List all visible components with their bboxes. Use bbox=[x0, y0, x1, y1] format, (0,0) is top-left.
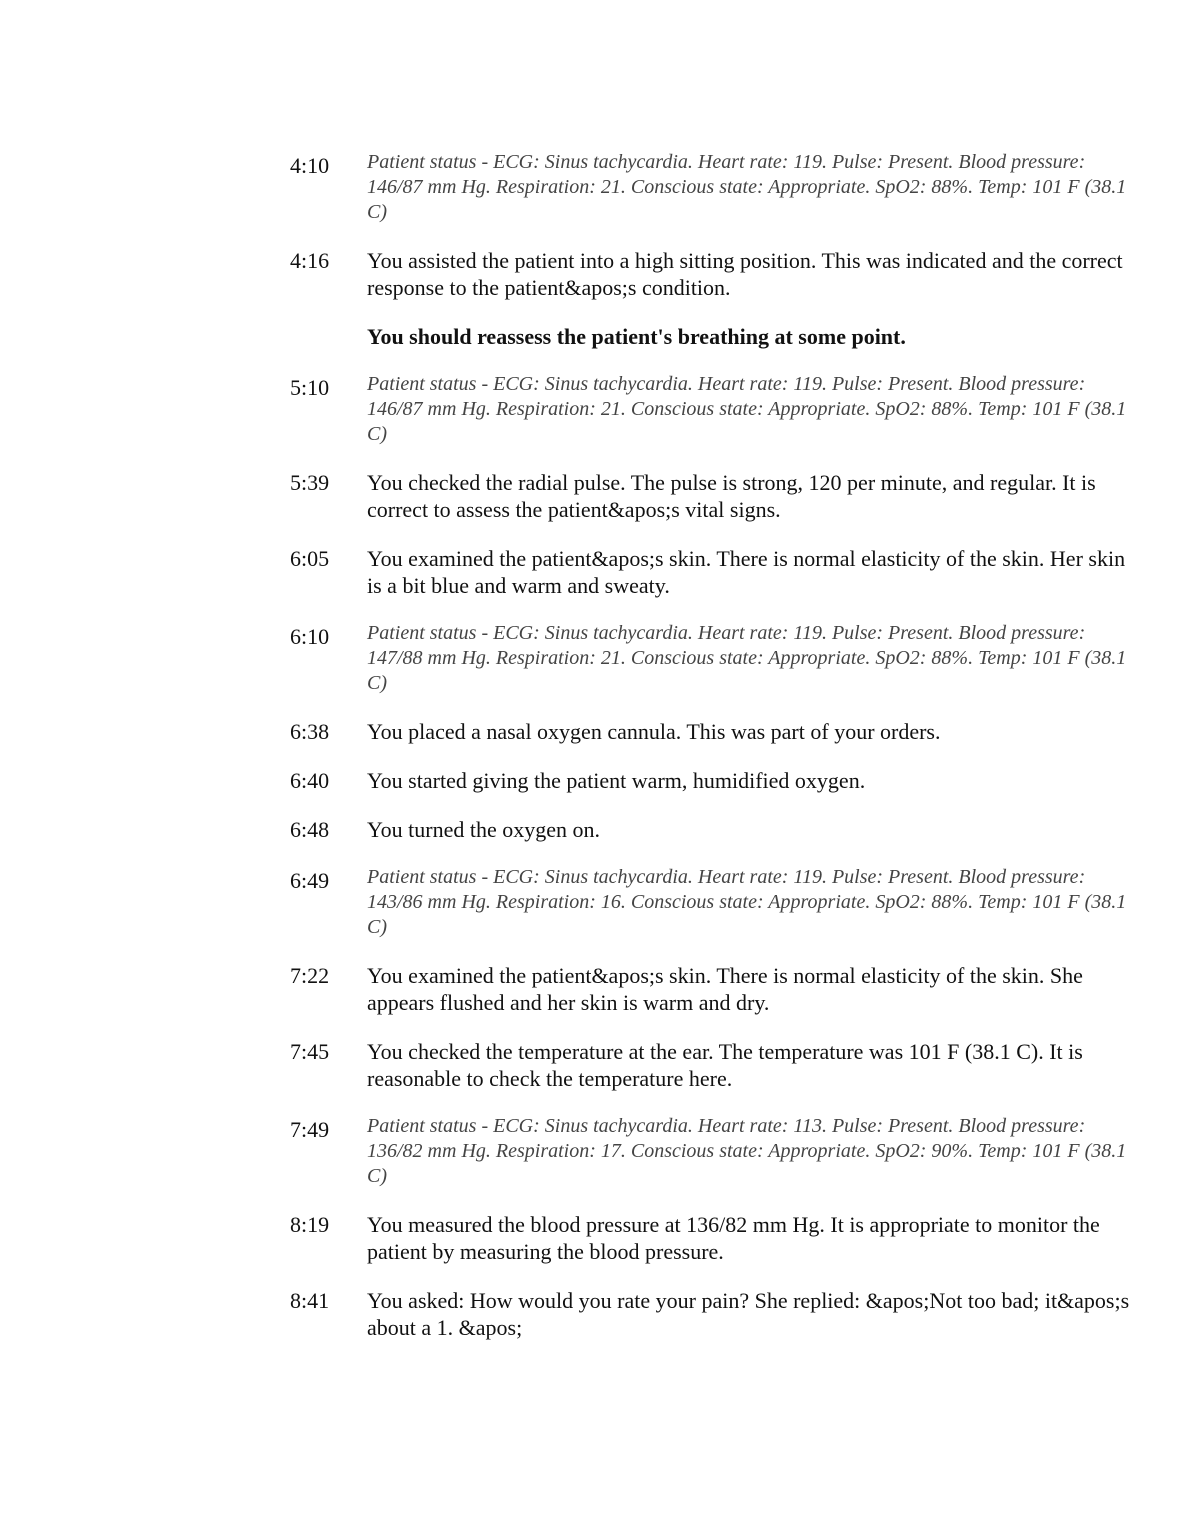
log-entry bbox=[290, 962, 1140, 1016]
entry-text: Patient status - ECG: Sinus tachycardia. Heart rate: 119. Pulse: Present. Blood pressure: 146/87 mm Hg. Respiration: 21. Conscious state: Appropriate. SpO2: 88%. Temp: 101 F (38.1 C) bbox=[367, 151, 1127, 223]
entry-text: You examined the patient&apos;s skin. There is normal elasticity of the skin. She appears flushed and her skin is warm and dry. bbox=[367, 963, 1083, 1015]
timestamp: 6:48 bbox=[290, 817, 330, 842]
log-entry-status bbox=[290, 865, 1140, 940]
entry-text: You checked the radial pulse. The pulse is strong, 120 per minute, and regular. It is correct to assess the patient&apos;s vital signs. bbox=[367, 470, 1096, 522]
entry-text: You started giving the patient warm, humidified oxygen. bbox=[367, 768, 866, 793]
timestamp: 7:45 bbox=[290, 1039, 330, 1064]
log-entry-status bbox=[290, 150, 1140, 225]
timestamp: 6:38 bbox=[290, 719, 330, 744]
event-log bbox=[290, 150, 1140, 1363]
log-entry bbox=[290, 1211, 1140, 1265]
log-entry-status bbox=[290, 621, 1140, 696]
log-entry bbox=[290, 1038, 1140, 1092]
timestamp: 4:16 bbox=[290, 248, 330, 273]
timestamp: 8:19 bbox=[290, 1212, 330, 1237]
timestamp: 7:22 bbox=[290, 963, 330, 988]
entry-text: You placed a nasal oxygen cannula. This was part of your orders. bbox=[367, 719, 941, 744]
entry-text: You checked the temperature at the ear. The temperature was 101 F (38.1 C). It is reasonable to check the temperature here. bbox=[367, 1039, 1083, 1091]
log-entry-note bbox=[290, 323, 1140, 350]
timestamp: 4:10 bbox=[290, 153, 330, 178]
timestamp: 6:10 bbox=[290, 624, 330, 649]
entry-text: You measured the blood pressure at 136/82 mm Hg. It is appropriate to monitor the patient by measuring the blood pressure. bbox=[367, 1212, 1100, 1264]
log-entry bbox=[290, 545, 1140, 599]
log-entry bbox=[290, 816, 1140, 843]
entry-text: Patient status - ECG: Sinus tachycardia. Heart rate: 113. Pulse: Present. Blood pressure: 136/82 mm Hg. Respiration: 17. Conscious state: Appropriate. SpO2: 90%. Temp: 101 F (38.1 C) bbox=[367, 1115, 1127, 1187]
log-entry bbox=[290, 718, 1140, 745]
timestamp: 7:49 bbox=[290, 1117, 330, 1142]
entry-text: You turned the oxygen on. bbox=[367, 817, 601, 842]
log-entry-status bbox=[290, 1114, 1140, 1189]
timestamp: 8:41 bbox=[290, 1288, 330, 1313]
log-entry-status bbox=[290, 372, 1140, 447]
entry-text: Patient status - ECG: Sinus tachycardia. Heart rate: 119. Pulse: Present. Blood pressure: 146/87 mm Hg. Respiration: 21. Conscious state: Appropriate. SpO2: 88%. Temp: 101 F (38.1 C) bbox=[367, 373, 1127, 445]
log-entry bbox=[290, 247, 1140, 301]
timestamp: 5:10 bbox=[290, 375, 330, 400]
entry-text: You asked: How would you rate your pain? She replied: &apos;Not too bad; it&apos;s about a 1. &apos; bbox=[367, 1288, 1130, 1340]
entry-text: You assisted the patient into a high sitting position. This was indicated and the correct response to the patient&apos;s condition. bbox=[367, 248, 1123, 300]
timestamp: 6:49 bbox=[290, 868, 330, 893]
entry-text: You examined the patient&apos;s skin. There is normal elasticity of the skin. Her skin is a bit blue and warm and sweaty. bbox=[367, 546, 1126, 598]
log-entry bbox=[290, 469, 1140, 523]
log-entry bbox=[290, 1287, 1140, 1341]
timestamp: 6:40 bbox=[290, 768, 330, 793]
timestamp: 5:39 bbox=[290, 470, 330, 495]
timestamp: 6:05 bbox=[290, 546, 330, 571]
log-entry bbox=[290, 767, 1140, 794]
entry-text: You should reassess the patient's breathing at some point. bbox=[367, 324, 906, 349]
entry-text: Patient status - ECG: Sinus tachycardia. Heart rate: 119. Pulse: Present. Blood pressure: 143/86 mm Hg. Respiration: 16. Conscious state: Appropriate. SpO2: 88%. Temp: 101 F (38.1 C) bbox=[367, 866, 1127, 938]
entry-text: Patient status - ECG: Sinus tachycardia. Heart rate: 119. Pulse: Present. Blood pressure: 147/88 mm Hg. Respiration: 21. Conscious state: Appropriate. SpO2: 88%. Temp: 101 F (38.1 C) bbox=[367, 622, 1127, 694]
